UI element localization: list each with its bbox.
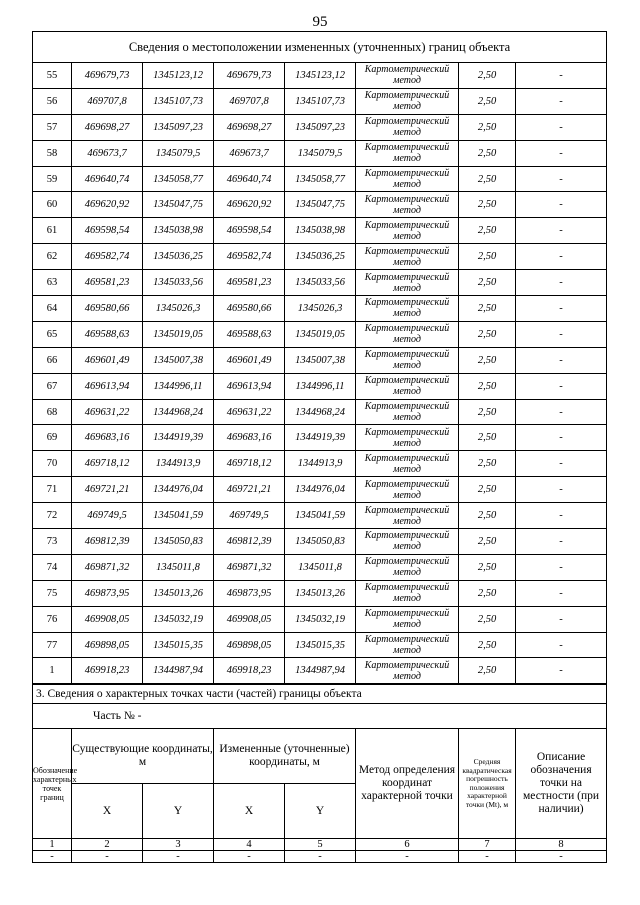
- cell-error: 2,50: [459, 477, 516, 503]
- cell-error: 2,50: [459, 451, 516, 477]
- cell-existing-y: 1345047,75: [143, 192, 214, 218]
- cell-error: 2,50: [459, 270, 516, 296]
- cell-changed-y: 1344987,94: [285, 658, 356, 684]
- cell-point-number: 55: [33, 63, 72, 89]
- table-row: [33, 632, 607, 658]
- cell-point-number: 1: [33, 658, 72, 684]
- column-number: 4: [214, 839, 285, 851]
- cell-changed-x: 469871,32: [214, 554, 285, 580]
- cell-changed-x: 469679,73: [214, 63, 285, 89]
- cell-description: -: [516, 88, 607, 114]
- cell-point-number: 71: [33, 477, 72, 503]
- cell-changed-x: 469918,23: [214, 658, 285, 684]
- empty-cell: -: [516, 851, 607, 863]
- table-row: [33, 529, 607, 555]
- table-row: [33, 554, 607, 580]
- table-row: [33, 63, 607, 89]
- cell-changed-x: 469707,8: [214, 88, 285, 114]
- cell-existing-x: 469812,39: [72, 529, 143, 555]
- cell-error: 2,50: [459, 399, 516, 425]
- cell-method: Картометрический метод: [356, 373, 459, 399]
- cell-existing-x: 469898,05: [72, 632, 143, 658]
- cell-changed-x: 469613,94: [214, 373, 285, 399]
- cell-changed-y: 1345123,12: [285, 63, 356, 89]
- cell-existing-y: 1344913,9: [143, 451, 214, 477]
- cell-changed-y: 1345036,25: [285, 244, 356, 270]
- cell-existing-x: 469908,05: [72, 606, 143, 632]
- part-points-table: [32, 684, 607, 863]
- cell-point-number: 77: [33, 632, 72, 658]
- cell-existing-x: 469581,23: [72, 270, 143, 296]
- cell-existing-y: 1345050,83: [143, 529, 214, 555]
- table-row: [33, 114, 607, 140]
- cell-error: 2,50: [459, 503, 516, 529]
- cell-changed-y: 1345033,56: [285, 270, 356, 296]
- cell-description: -: [516, 140, 607, 166]
- cell-changed-y: 1345011,8: [285, 554, 356, 580]
- cell-description: -: [516, 114, 607, 140]
- cell-error: 2,50: [459, 114, 516, 140]
- header-existing: Существующие координаты, м: [72, 729, 214, 784]
- cell-existing-y: 1345007,38: [143, 347, 214, 373]
- column-number: 7: [459, 839, 516, 851]
- cell-existing-x: 469631,22: [72, 399, 143, 425]
- cell-existing-y: 1345013,26: [143, 580, 214, 606]
- cell-existing-y: 1345041,59: [143, 503, 214, 529]
- header-method: Метод определения координат характерной точки: [356, 729, 459, 839]
- cell-description: -: [516, 218, 607, 244]
- cell-error: 2,50: [459, 580, 516, 606]
- table-row: [33, 296, 607, 322]
- cell-method: Картометрический метод: [356, 477, 459, 503]
- cell-description: -: [516, 451, 607, 477]
- cell-changed-x: 469718,12: [214, 451, 285, 477]
- cell-point-number: 64: [33, 296, 72, 322]
- column-number: 1: [33, 839, 72, 851]
- cell-existing-y: 1344987,94: [143, 658, 214, 684]
- cell-existing-y: 1344976,04: [143, 477, 214, 503]
- column-number: 8: [516, 839, 607, 851]
- cell-changed-y: 1345079,5: [285, 140, 356, 166]
- part-label: Часть № -: [33, 704, 607, 729]
- cell-changed-y: 1344919,39: [285, 425, 356, 451]
- header-changed: Измененные (уточненные) координаты, м: [214, 729, 356, 784]
- cell-changed-y: 1345007,38: [285, 347, 356, 373]
- header-error: Средняя квадратическая погрешность положения характерной точки (Mt), м: [459, 729, 516, 839]
- cell-description: -: [516, 166, 607, 192]
- table-row: [33, 88, 607, 114]
- cell-point-number: 56: [33, 88, 72, 114]
- cell-point-number: 58: [33, 140, 72, 166]
- cell-existing-y: 1345015,35: [143, 632, 214, 658]
- table-row: [33, 270, 607, 296]
- cell-point-number: 72: [33, 503, 72, 529]
- cell-changed-y: 1345026,3: [285, 296, 356, 322]
- cell-changed-y: 1344996,11: [285, 373, 356, 399]
- cell-existing-y: 1345011,8: [143, 554, 214, 580]
- cell-changed-x: 469812,39: [214, 529, 285, 555]
- cell-existing-y: 1345033,56: [143, 270, 214, 296]
- cell-error: 2,50: [459, 606, 516, 632]
- cell-description: -: [516, 63, 607, 89]
- table-row: [33, 399, 607, 425]
- cell-existing-x: 469640,74: [72, 166, 143, 192]
- cell-description: -: [516, 503, 607, 529]
- cell-method: Картометрический метод: [356, 244, 459, 270]
- cell-existing-x: 469588,63: [72, 321, 143, 347]
- cell-changed-y: 1345058,77: [285, 166, 356, 192]
- table-row: [33, 321, 607, 347]
- cell-point-number: 69: [33, 425, 72, 451]
- cell-description: -: [516, 244, 607, 270]
- cell-existing-x: 469620,92: [72, 192, 143, 218]
- cell-point-number: 62: [33, 244, 72, 270]
- cell-point-number: 63: [33, 270, 72, 296]
- cell-changed-y: 1345038,98: [285, 218, 356, 244]
- cell-method: Картометрический метод: [356, 580, 459, 606]
- cell-changed-y: 1345015,35: [285, 632, 356, 658]
- cell-existing-y: 1345019,05: [143, 321, 214, 347]
- empty-cell: -: [72, 851, 143, 863]
- cell-error: 2,50: [459, 192, 516, 218]
- cell-error: 2,50: [459, 658, 516, 684]
- cell-existing-x: 469601,49: [72, 347, 143, 373]
- table-row: [33, 244, 607, 270]
- boundary-coordinates-table: [32, 31, 607, 684]
- cell-method: Картометрический метод: [356, 166, 459, 192]
- boundary-document: [32, 31, 606, 863]
- cell-error: 2,50: [459, 88, 516, 114]
- cell-description: -: [516, 477, 607, 503]
- cell-existing-x: 469613,94: [72, 373, 143, 399]
- cell-description: -: [516, 606, 607, 632]
- table-row: [33, 192, 607, 218]
- cell-point-number: 61: [33, 218, 72, 244]
- cell-description: -: [516, 373, 607, 399]
- cell-existing-x: 469871,32: [72, 554, 143, 580]
- cell-method: Картометрический метод: [356, 88, 459, 114]
- cell-existing-x: 469721,21: [72, 477, 143, 503]
- cell-description: -: [516, 399, 607, 425]
- cell-point-number: 74: [33, 554, 72, 580]
- column-number: 6: [356, 839, 459, 851]
- cell-method: Картометрический метод: [356, 425, 459, 451]
- cell-existing-x: 469707,8: [72, 88, 143, 114]
- cell-changed-y: 1345032,19: [285, 606, 356, 632]
- cell-method: Картометрический метод: [356, 296, 459, 322]
- table-row: [33, 477, 607, 503]
- cell-changed-x: 469580,66: [214, 296, 285, 322]
- cell-point-number: 60: [33, 192, 72, 218]
- cell-changed-x: 469673,7: [214, 140, 285, 166]
- cell-description: -: [516, 425, 607, 451]
- cell-changed-x: 469582,74: [214, 244, 285, 270]
- cell-method: Картометрический метод: [356, 399, 459, 425]
- cell-existing-y: 1345032,19: [143, 606, 214, 632]
- table-row: [33, 140, 607, 166]
- cell-existing-y: 1345026,3: [143, 296, 214, 322]
- cell-changed-x: 469581,23: [214, 270, 285, 296]
- cell-method: Картометрический метод: [356, 606, 459, 632]
- cell-point-number: 75: [33, 580, 72, 606]
- cell-changed-x: 469601,49: [214, 347, 285, 373]
- cell-method: Картометрический метод: [356, 554, 459, 580]
- cell-existing-y: 1345079,5: [143, 140, 214, 166]
- cell-existing-x: 469749,5: [72, 503, 143, 529]
- cell-existing-y: 1345107,73: [143, 88, 214, 114]
- cell-error: 2,50: [459, 140, 516, 166]
- cell-description: -: [516, 296, 607, 322]
- cell-description: -: [516, 347, 607, 373]
- cell-changed-y: 1345050,83: [285, 529, 356, 555]
- cell-changed-y: 1345107,73: [285, 88, 356, 114]
- cell-description: -: [516, 554, 607, 580]
- cell-changed-y: 1344976,04: [285, 477, 356, 503]
- cell-point-number: 65: [33, 321, 72, 347]
- table-row: [33, 580, 607, 606]
- cell-method: Картометрический метод: [356, 658, 459, 684]
- cell-existing-y: 1345058,77: [143, 166, 214, 192]
- cell-changed-x: 469588,63: [214, 321, 285, 347]
- cell-existing-x: 469582,74: [72, 244, 143, 270]
- cell-error: 2,50: [459, 244, 516, 270]
- cell-error: 2,50: [459, 296, 516, 322]
- header-point: Обозначение характерных точек границ: [33, 729, 72, 839]
- cell-existing-x: 469679,73: [72, 63, 143, 89]
- cell-changed-x: 469873,95: [214, 580, 285, 606]
- cell-point-number: 70: [33, 451, 72, 477]
- cell-changed-x: 469631,22: [214, 399, 285, 425]
- cell-point-number: 67: [33, 373, 72, 399]
- cell-changed-x: 469640,74: [214, 166, 285, 192]
- cell-error: 2,50: [459, 373, 516, 399]
- cell-existing-x: 469873,95: [72, 580, 143, 606]
- cell-error: 2,50: [459, 166, 516, 192]
- cell-method: Картометрический метод: [356, 192, 459, 218]
- cell-changed-y: 1345019,05: [285, 321, 356, 347]
- cell-existing-x: 469698,27: [72, 114, 143, 140]
- header-changed-y: Y: [285, 784, 356, 839]
- header-existing-x: X: [72, 784, 143, 839]
- cell-existing-x: 469673,7: [72, 140, 143, 166]
- cell-changed-x: 469620,92: [214, 192, 285, 218]
- cell-changed-y: 1345013,26: [285, 580, 356, 606]
- cell-description: -: [516, 529, 607, 555]
- cell-changed-y: 1345047,75: [285, 192, 356, 218]
- cell-method: Картометрический метод: [356, 321, 459, 347]
- empty-cell: -: [285, 851, 356, 863]
- cell-changed-x: 469908,05: [214, 606, 285, 632]
- cell-point-number: 68: [33, 399, 72, 425]
- cell-existing-x: 469683,16: [72, 425, 143, 451]
- cell-point-number: 73: [33, 529, 72, 555]
- cell-method: Картометрический метод: [356, 632, 459, 658]
- cell-existing-y: 1345097,23: [143, 114, 214, 140]
- cell-changed-x: 469598,54: [214, 218, 285, 244]
- cell-changed-x: 469698,27: [214, 114, 285, 140]
- cell-method: Картометрический метод: [356, 270, 459, 296]
- cell-method: Картометрический метод: [356, 114, 459, 140]
- cell-changed-x: 469898,05: [214, 632, 285, 658]
- table-row: [33, 451, 607, 477]
- cell-error: 2,50: [459, 63, 516, 89]
- table-row: [33, 166, 607, 192]
- cell-method: Картометрический метод: [356, 451, 459, 477]
- cell-method: Картометрический метод: [356, 63, 459, 89]
- table-row: [33, 658, 607, 684]
- cell-existing-y: 1345036,25: [143, 244, 214, 270]
- empty-cell: -: [33, 851, 72, 863]
- cell-point-number: 57: [33, 114, 72, 140]
- cell-error: 2,50: [459, 554, 516, 580]
- table-row: [33, 218, 607, 244]
- page-number: 95: [312, 14, 328, 30]
- table-row: [33, 606, 607, 632]
- cell-changed-y: 1344913,9: [285, 451, 356, 477]
- cell-existing-y: 1344919,39: [143, 425, 214, 451]
- cell-method: Картометрический метод: [356, 503, 459, 529]
- cell-changed-y: 1345097,23: [285, 114, 356, 140]
- table-row: [33, 373, 607, 399]
- cell-point-number: 59: [33, 166, 72, 192]
- cell-description: -: [516, 580, 607, 606]
- cell-description: -: [516, 270, 607, 296]
- cell-error: 2,50: [459, 321, 516, 347]
- cell-method: Картометрический метод: [356, 218, 459, 244]
- cell-existing-y: 1345123,12: [143, 63, 214, 89]
- cell-changed-x: 469721,21: [214, 477, 285, 503]
- cell-error: 2,50: [459, 632, 516, 658]
- cell-error: 2,50: [459, 347, 516, 373]
- section-title: 3. Сведения о характерных точках части (частей) границы объекта: [33, 685, 607, 704]
- empty-cell: -: [214, 851, 285, 863]
- cell-existing-x: 469918,23: [72, 658, 143, 684]
- cell-existing-x: 469580,66: [72, 296, 143, 322]
- cell-description: -: [516, 192, 607, 218]
- cell-existing-y: 1344968,24: [143, 399, 214, 425]
- table-row: [33, 425, 607, 451]
- empty-cell: -: [143, 851, 214, 863]
- cell-changed-y: 1344968,24: [285, 399, 356, 425]
- header-existing-y: Y: [143, 784, 214, 839]
- table-title: Сведения о местоположении измененных (уточненных) границ объекта: [33, 32, 607, 63]
- cell-method: Картометрический метод: [356, 347, 459, 373]
- cell-changed-y: 1345041,59: [285, 503, 356, 529]
- cell-description: -: [516, 321, 607, 347]
- cell-existing-y: 1345038,98: [143, 218, 214, 244]
- empty-cell: -: [356, 851, 459, 863]
- cell-error: 2,50: [459, 218, 516, 244]
- cell-existing-y: 1344996,11: [143, 373, 214, 399]
- cell-changed-x: 469683,16: [214, 425, 285, 451]
- cell-existing-x: 469718,12: [72, 451, 143, 477]
- cell-method: Картометрический метод: [356, 140, 459, 166]
- header-changed-x: X: [214, 784, 285, 839]
- cell-existing-x: 469598,54: [72, 218, 143, 244]
- cell-method: Картометрический метод: [356, 529, 459, 555]
- column-number: 5: [285, 839, 356, 851]
- table-row: [33, 503, 607, 529]
- cell-error: 2,50: [459, 425, 516, 451]
- cell-description: -: [516, 658, 607, 684]
- table-row: [33, 347, 607, 373]
- column-number: 3: [143, 839, 214, 851]
- cell-point-number: 76: [33, 606, 72, 632]
- column-number: 2: [72, 839, 143, 851]
- header-description: Описание обозначения точки на местности (при наличии): [516, 729, 607, 839]
- empty-cell: -: [459, 851, 516, 863]
- cell-changed-x: 469749,5: [214, 503, 285, 529]
- cell-point-number: 66: [33, 347, 72, 373]
- cell-description: -: [516, 632, 607, 658]
- cell-error: 2,50: [459, 529, 516, 555]
